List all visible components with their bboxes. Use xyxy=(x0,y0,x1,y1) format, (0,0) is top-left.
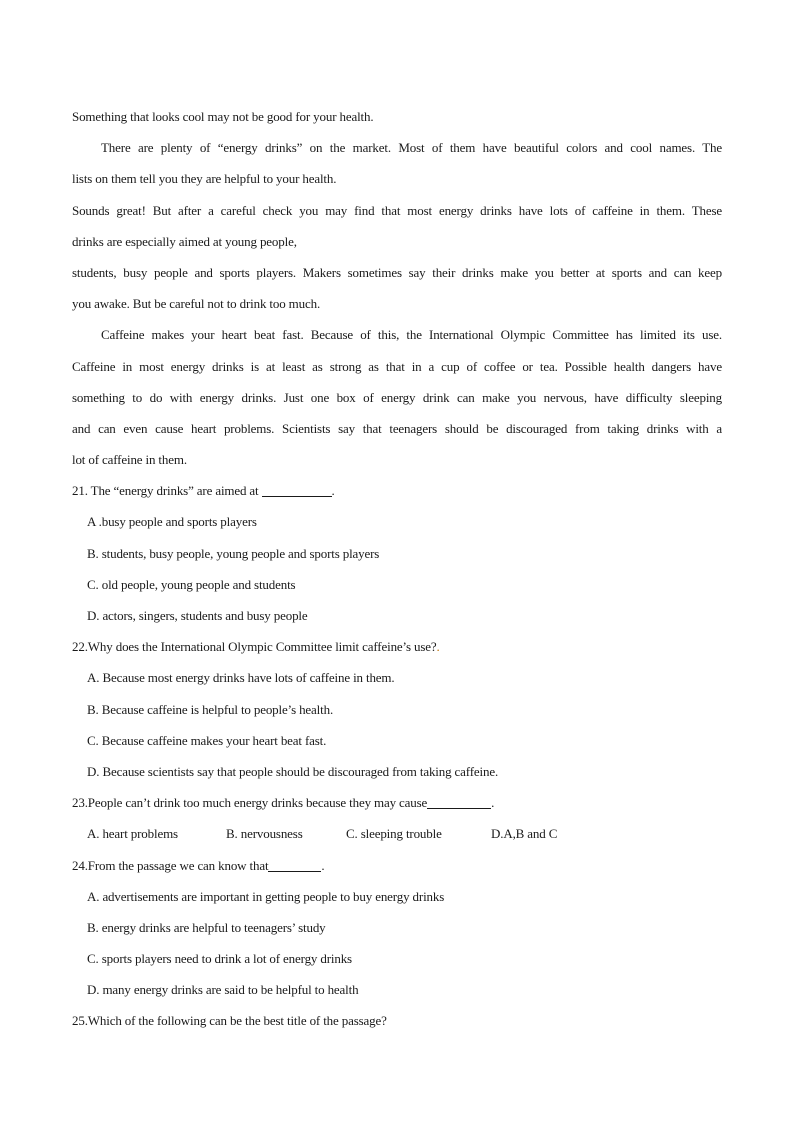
answer-blank xyxy=(427,794,491,809)
question-stem: 21. The “energy drinks” are aimed at . xyxy=(72,483,335,499)
option-b: B. energy drinks are helpful to teenagers’ study xyxy=(87,919,326,935)
passage-line: you awake. But be careful not to drink too much. xyxy=(72,296,321,312)
option-c: C. Because caffeine makes your heart beat fast. xyxy=(87,732,327,748)
option-c: C. sports players need to drink a lot of energy drinks xyxy=(87,951,352,967)
passage-line: something to do with energy drinks. Just one box of energy drink can make you nervous, have difficulty sleeping xyxy=(72,389,722,405)
question-23 xyxy=(72,787,722,849)
option-c: C. sleeping trouble xyxy=(346,826,442,842)
question-stem: 25.Which of the following can be the best title of the passage? xyxy=(72,1013,387,1029)
option-a: A. heart problems xyxy=(87,826,178,842)
passage-line: and can even cause heart problems. Scientists say that teenagers should be discouraged from taking drinks with a xyxy=(72,420,722,436)
passage-title: Something that looks cool may not be good for your health. xyxy=(72,109,374,124)
exam-page xyxy=(72,101,722,1037)
option-b: B. nervousness xyxy=(226,826,303,842)
option-b: B. Because caffeine is helpful to people’s health. xyxy=(87,701,334,717)
passage-line: lot of caffeine in them. xyxy=(72,452,187,468)
options-row xyxy=(72,818,722,849)
passage-line: lists on them tell you they are helpful to your health. xyxy=(72,171,337,187)
passage-line: Caffeine makes your heart beat fast. Because of this, the International Olympic Committee has limited its use. xyxy=(101,327,722,343)
option-a: A .busy people and sports players xyxy=(87,514,257,530)
question-24 xyxy=(72,850,722,1006)
question-stem: 23.People can’t drink too much energy drinks because they may cause . xyxy=(72,795,495,811)
passage-line: students, busy people and sports players. Makers sometimes say their drinks make you better at sports and can keep xyxy=(72,264,722,280)
question-25 xyxy=(72,1005,722,1036)
answer-blank xyxy=(262,482,332,497)
option-b: B. students, busy people, young people and sports players xyxy=(87,545,380,561)
option-d: D. actors, singers, students and busy people xyxy=(87,608,308,623)
question-21 xyxy=(72,475,722,631)
passage-line: drinks are especially aimed at young people, xyxy=(72,233,297,249)
question-stem: 24.From the passage we can know that . xyxy=(72,857,325,873)
option-d: D.A,B and C xyxy=(491,826,558,842)
answer-blank xyxy=(268,857,321,872)
question-22 xyxy=(72,631,722,787)
option-d: D. many energy drinks are said to be helpful to health xyxy=(87,982,359,998)
passage-line: There are plenty of “energy drinks” on the market. Most of them have beautiful colors and cool names. The xyxy=(101,140,722,156)
passage-line: Sounds great! But after a careful check you may find that most energy drinks have lots of caffeine in them. These xyxy=(72,202,722,218)
option-a: A. advertisements are important in getting people to buy energy drinks xyxy=(87,888,445,904)
option-a: A. Because most energy drinks have lots of caffeine in them. xyxy=(87,670,395,686)
passage-line: Caffeine in most energy drinks is at least as strong as that in a cup of coffee or tea. Possible health dangers have xyxy=(72,358,722,374)
reading-passage xyxy=(72,101,722,475)
question-stem: 22.Why does the International Olympic Committee limit caffeine’s use?. xyxy=(72,639,440,655)
option-d: D. Because scientists say that people should be discouraged from taking caffeine. xyxy=(87,763,499,779)
option-c: C. old people, young people and students xyxy=(87,576,296,592)
